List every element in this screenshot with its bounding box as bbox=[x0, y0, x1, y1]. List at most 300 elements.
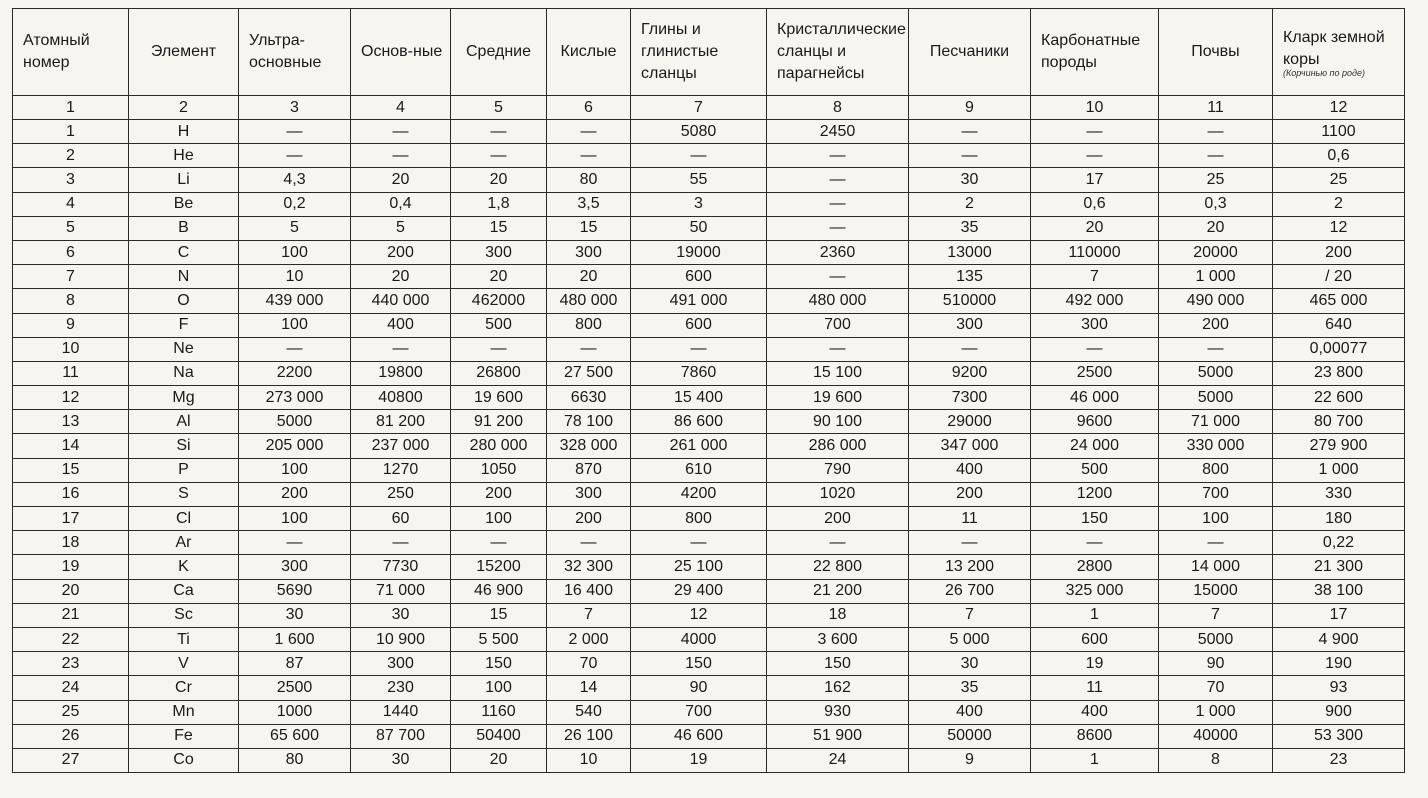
element-symbol-cell: Cl bbox=[129, 507, 239, 531]
atomic-number-cell: 27 bbox=[13, 748, 129, 772]
table-row bbox=[13, 434, 1405, 458]
atomic-number-cell: 14 bbox=[13, 434, 129, 458]
table-row bbox=[13, 386, 1405, 410]
value-cell: 600 bbox=[1031, 627, 1159, 651]
value-cell: 11 bbox=[1031, 676, 1159, 700]
value-cell: 10 900 bbox=[351, 627, 451, 651]
value-cell: 135 bbox=[909, 265, 1031, 289]
value-cell: 24 bbox=[767, 748, 909, 772]
value-cell: 16 400 bbox=[547, 579, 631, 603]
element-symbol-cell: F bbox=[129, 313, 239, 337]
value-cell: 330 000 bbox=[1159, 434, 1273, 458]
value-cell: 20 bbox=[1159, 216, 1273, 240]
value-cell: 500 bbox=[1031, 458, 1159, 482]
table-row bbox=[13, 627, 1405, 651]
value-cell: 71 000 bbox=[1159, 410, 1273, 434]
value-cell: 325 000 bbox=[1031, 579, 1159, 603]
value-cell: 19 bbox=[1031, 652, 1159, 676]
value-cell: 439 000 bbox=[239, 289, 351, 313]
column-number-cell: 6 bbox=[547, 96, 631, 120]
header-atomic-number: Атомный номер bbox=[13, 9, 129, 96]
value-cell: 5 bbox=[239, 216, 351, 240]
value-cell: 0,00077 bbox=[1273, 337, 1405, 361]
element-symbol-cell: K bbox=[129, 555, 239, 579]
value-cell: 100 bbox=[451, 676, 547, 700]
header-basic: Основ-ные bbox=[351, 9, 451, 96]
value-cell: 1,8 bbox=[451, 192, 547, 216]
atomic-number-cell: 12 bbox=[13, 386, 129, 410]
header-ultrabasic: Ультра-основные bbox=[239, 9, 351, 96]
value-cell: — bbox=[547, 120, 631, 144]
value-cell: 29000 bbox=[909, 410, 1031, 434]
atomic-number-cell: 6 bbox=[13, 240, 129, 264]
value-cell: 3 600 bbox=[767, 627, 909, 651]
value-cell: 180 bbox=[1273, 507, 1405, 531]
value-cell: 162 bbox=[767, 676, 909, 700]
value-cell: 8600 bbox=[1031, 724, 1159, 748]
element-symbol-cell: Al bbox=[129, 410, 239, 434]
value-cell: 2 bbox=[1273, 192, 1405, 216]
value-cell: 7 bbox=[1159, 603, 1273, 627]
value-cell: — bbox=[631, 531, 767, 555]
value-cell: 4 900 bbox=[1273, 627, 1405, 651]
value-cell: 50000 bbox=[909, 724, 1031, 748]
value-cell: 347 000 bbox=[909, 434, 1031, 458]
element-symbol-cell: P bbox=[129, 458, 239, 482]
value-cell: 14 000 bbox=[1159, 555, 1273, 579]
column-number-cell: 1 bbox=[13, 96, 129, 120]
value-cell: 80 bbox=[239, 748, 351, 772]
value-cell: 790 bbox=[767, 458, 909, 482]
value-cell: 230 bbox=[351, 676, 451, 700]
value-cell: 200 bbox=[767, 507, 909, 531]
element-abundance-table bbox=[12, 8, 1405, 773]
value-cell: 25 100 bbox=[631, 555, 767, 579]
value-cell: 7730 bbox=[351, 555, 451, 579]
value-cell: 600 bbox=[631, 313, 767, 337]
value-cell: 800 bbox=[547, 313, 631, 337]
value-cell: 1020 bbox=[767, 482, 909, 506]
value-cell: 86 600 bbox=[631, 410, 767, 434]
atomic-number-cell: 18 bbox=[13, 531, 129, 555]
value-cell: 15 400 bbox=[631, 386, 767, 410]
header-clarke-crust bbox=[1273, 9, 1405, 96]
value-cell: 23 800 bbox=[1273, 361, 1405, 385]
value-cell: 38 100 bbox=[1273, 579, 1405, 603]
element-symbol-cell: B bbox=[129, 216, 239, 240]
value-cell: 1 000 bbox=[1159, 265, 1273, 289]
value-cell: 200 bbox=[1273, 240, 1405, 264]
header-clarke-label: Кларк земной коры bbox=[1283, 28, 1385, 68]
value-cell: 13000 bbox=[909, 240, 1031, 264]
value-cell: 279 900 bbox=[1273, 434, 1405, 458]
value-cell: 540 bbox=[547, 700, 631, 724]
value-cell: 5000 bbox=[1159, 386, 1273, 410]
atomic-number-cell: 15 bbox=[13, 458, 129, 482]
value-cell: 22 600 bbox=[1273, 386, 1405, 410]
value-cell: 400 bbox=[909, 700, 1031, 724]
value-cell: 2200 bbox=[239, 361, 351, 385]
element-symbol-cell: C bbox=[129, 240, 239, 264]
value-cell: 100 bbox=[239, 458, 351, 482]
value-cell: 90 100 bbox=[767, 410, 909, 434]
value-cell: 150 bbox=[767, 652, 909, 676]
table-row bbox=[13, 676, 1405, 700]
value-cell: — bbox=[451, 531, 547, 555]
value-cell: 2800 bbox=[1031, 555, 1159, 579]
value-cell: 46 900 bbox=[451, 579, 547, 603]
value-cell: 491 000 bbox=[631, 289, 767, 313]
value-cell: 261 000 bbox=[631, 434, 767, 458]
value-cell: 205 000 bbox=[239, 434, 351, 458]
table-row bbox=[13, 579, 1405, 603]
value-cell: 93 bbox=[1273, 676, 1405, 700]
value-cell: 30 bbox=[239, 603, 351, 627]
value-cell: 15 bbox=[451, 603, 547, 627]
value-cell: 300 bbox=[351, 652, 451, 676]
table-row bbox=[13, 652, 1405, 676]
value-cell: 200 bbox=[547, 507, 631, 531]
value-cell: — bbox=[351, 337, 451, 361]
value-cell: 200 bbox=[451, 482, 547, 506]
value-cell: 1100 bbox=[1273, 120, 1405, 144]
value-cell: 870 bbox=[547, 458, 631, 482]
value-cell: 55 bbox=[631, 168, 767, 192]
value-cell: 80 700 bbox=[1273, 410, 1405, 434]
value-cell: 10 bbox=[239, 265, 351, 289]
value-cell: 462000 bbox=[451, 289, 547, 313]
element-symbol-cell: Li bbox=[129, 168, 239, 192]
table-row bbox=[13, 192, 1405, 216]
atomic-number-cell: 13 bbox=[13, 410, 129, 434]
column-number-row bbox=[13, 96, 1405, 120]
element-symbol-cell: Mg bbox=[129, 386, 239, 410]
column-number-cell: 7 bbox=[631, 96, 767, 120]
value-cell: 300 bbox=[239, 555, 351, 579]
value-cell: 100 bbox=[239, 240, 351, 264]
value-cell: 4200 bbox=[631, 482, 767, 506]
element-symbol-cell: Co bbox=[129, 748, 239, 772]
value-cell: 0,22 bbox=[1273, 531, 1405, 555]
element-symbol-cell: Be bbox=[129, 192, 239, 216]
table-row bbox=[13, 361, 1405, 385]
element-symbol-cell: He bbox=[129, 144, 239, 168]
atomic-number-cell: 22 bbox=[13, 627, 129, 651]
header-intermediate: Средние bbox=[451, 9, 547, 96]
value-cell: 400 bbox=[1031, 700, 1159, 724]
value-cell: — bbox=[767, 144, 909, 168]
value-cell: 87 700 bbox=[351, 724, 451, 748]
value-cell: 90 bbox=[1159, 652, 1273, 676]
atomic-number-cell: 24 bbox=[13, 676, 129, 700]
atomic-number-cell: 16 bbox=[13, 482, 129, 506]
value-cell: 13 200 bbox=[909, 555, 1031, 579]
header-row bbox=[13, 9, 1405, 96]
value-cell: 490 000 bbox=[1159, 289, 1273, 313]
element-symbol-cell: Ar bbox=[129, 531, 239, 555]
value-cell: 9600 bbox=[1031, 410, 1159, 434]
atomic-number-cell: 10 bbox=[13, 337, 129, 361]
value-cell: 46 600 bbox=[631, 724, 767, 748]
value-cell: 280 000 bbox=[451, 434, 547, 458]
value-cell: 78 100 bbox=[547, 410, 631, 434]
column-number-cell: 2 bbox=[129, 96, 239, 120]
value-cell: 20 bbox=[451, 748, 547, 772]
value-cell: 0,6 bbox=[1273, 144, 1405, 168]
table-header bbox=[13, 9, 1405, 96]
element-symbol-cell: Mn bbox=[129, 700, 239, 724]
value-cell: 5000 bbox=[1159, 361, 1273, 385]
value-cell: — bbox=[1159, 337, 1273, 361]
value-cell: 23 bbox=[1273, 748, 1405, 772]
value-cell: — bbox=[1159, 120, 1273, 144]
value-cell: 30 bbox=[351, 748, 451, 772]
table-row bbox=[13, 531, 1405, 555]
value-cell: 1 000 bbox=[1273, 458, 1405, 482]
table-row bbox=[13, 700, 1405, 724]
header-clays: Глины и глинистые сланцы bbox=[631, 9, 767, 96]
atomic-number-cell: 11 bbox=[13, 361, 129, 385]
value-cell: 35 bbox=[909, 676, 1031, 700]
value-cell: 330 bbox=[1273, 482, 1405, 506]
header-sandstones: Песчаники bbox=[909, 9, 1031, 96]
value-cell: 7860 bbox=[631, 361, 767, 385]
value-cell: 21 200 bbox=[767, 579, 909, 603]
value-cell: — bbox=[239, 144, 351, 168]
value-cell: — bbox=[909, 120, 1031, 144]
value-cell: — bbox=[767, 531, 909, 555]
column-number-cell: 5 bbox=[451, 96, 547, 120]
value-cell: 40800 bbox=[351, 386, 451, 410]
value-cell: 26800 bbox=[451, 361, 547, 385]
value-cell: 21 300 bbox=[1273, 555, 1405, 579]
value-cell: 19000 bbox=[631, 240, 767, 264]
value-cell: 300 bbox=[451, 240, 547, 264]
value-cell: 700 bbox=[631, 700, 767, 724]
value-cell: 480 000 bbox=[767, 289, 909, 313]
value-cell: 2500 bbox=[1031, 361, 1159, 385]
atomic-number-cell: 20 bbox=[13, 579, 129, 603]
value-cell: — bbox=[767, 265, 909, 289]
value-cell: — bbox=[1031, 144, 1159, 168]
value-cell: — bbox=[631, 144, 767, 168]
value-cell: — bbox=[1031, 120, 1159, 144]
table-row bbox=[13, 507, 1405, 531]
value-cell: 7 bbox=[547, 603, 631, 627]
value-cell: 930 bbox=[767, 700, 909, 724]
atomic-number-cell: 5 bbox=[13, 216, 129, 240]
value-cell: 800 bbox=[1159, 458, 1273, 482]
value-cell: 60 bbox=[351, 507, 451, 531]
value-cell: 30 bbox=[351, 603, 451, 627]
element-symbol-cell: H bbox=[129, 120, 239, 144]
value-cell: 70 bbox=[1159, 676, 1273, 700]
value-cell: 91 200 bbox=[451, 410, 547, 434]
atomic-number-cell: 4 bbox=[13, 192, 129, 216]
column-number-cell: 9 bbox=[909, 96, 1031, 120]
value-cell: 90 bbox=[631, 676, 767, 700]
value-cell: 12 bbox=[1273, 216, 1405, 240]
value-cell: 50 bbox=[631, 216, 767, 240]
value-cell: — bbox=[631, 337, 767, 361]
column-number-cell: 8 bbox=[767, 96, 909, 120]
value-cell: 27 500 bbox=[547, 361, 631, 385]
column-number-cell: 3 bbox=[239, 96, 351, 120]
value-cell: 200 bbox=[1159, 313, 1273, 337]
value-cell: 200 bbox=[909, 482, 1031, 506]
value-cell: 9200 bbox=[909, 361, 1031, 385]
value-cell: / 20 bbox=[1273, 265, 1405, 289]
column-number-cell: 11 bbox=[1159, 96, 1273, 120]
value-cell: 100 bbox=[239, 507, 351, 531]
value-cell: 100 bbox=[451, 507, 547, 531]
value-cell: 24 000 bbox=[1031, 434, 1159, 458]
value-cell: 19 bbox=[631, 748, 767, 772]
value-cell: 640 bbox=[1273, 313, 1405, 337]
value-cell: 328 000 bbox=[547, 434, 631, 458]
value-cell: — bbox=[239, 120, 351, 144]
value-cell: 1 000 bbox=[1159, 700, 1273, 724]
table-row bbox=[13, 555, 1405, 579]
value-cell: 20000 bbox=[1159, 240, 1273, 264]
value-cell: 0,6 bbox=[1031, 192, 1159, 216]
value-cell: 5 bbox=[351, 216, 451, 240]
value-cell: 15200 bbox=[451, 555, 547, 579]
value-cell: 12 bbox=[631, 603, 767, 627]
element-symbol-cell: S bbox=[129, 482, 239, 506]
value-cell: 19800 bbox=[351, 361, 451, 385]
value-cell: 2450 bbox=[767, 120, 909, 144]
table-row bbox=[13, 603, 1405, 627]
table-row bbox=[13, 240, 1405, 264]
table-row bbox=[13, 482, 1405, 506]
table-row bbox=[13, 724, 1405, 748]
value-cell: — bbox=[767, 192, 909, 216]
atomic-number-cell: 9 bbox=[13, 313, 129, 337]
value-cell: 2500 bbox=[239, 676, 351, 700]
value-cell: 40000 bbox=[1159, 724, 1273, 748]
value-cell: 300 bbox=[547, 240, 631, 264]
element-symbol-cell: V bbox=[129, 652, 239, 676]
value-cell: 22 800 bbox=[767, 555, 909, 579]
value-cell: 20 bbox=[451, 168, 547, 192]
value-cell: 5000 bbox=[1159, 627, 1273, 651]
value-cell: 1050 bbox=[451, 458, 547, 482]
atomic-number-cell: 25 bbox=[13, 700, 129, 724]
table-row bbox=[13, 458, 1405, 482]
value-cell: 700 bbox=[767, 313, 909, 337]
value-cell: 18 bbox=[767, 603, 909, 627]
element-symbol-cell: O bbox=[129, 289, 239, 313]
value-cell: — bbox=[351, 144, 451, 168]
table-row bbox=[13, 120, 1405, 144]
atomic-number-cell: 7 bbox=[13, 265, 129, 289]
column-number-cell: 12 bbox=[1273, 96, 1405, 120]
value-cell: 3,5 bbox=[547, 192, 631, 216]
atomic-number-cell: 19 bbox=[13, 555, 129, 579]
value-cell: — bbox=[451, 144, 547, 168]
value-cell: — bbox=[1159, 531, 1273, 555]
value-cell: 250 bbox=[351, 482, 451, 506]
value-cell: 20 bbox=[451, 265, 547, 289]
value-cell: 15 bbox=[547, 216, 631, 240]
value-cell: 1270 bbox=[351, 458, 451, 482]
value-cell: 300 bbox=[547, 482, 631, 506]
value-cell: — bbox=[909, 337, 1031, 361]
value-cell: 15 100 bbox=[767, 361, 909, 385]
value-cell: 9 bbox=[909, 748, 1031, 772]
value-cell: 237 000 bbox=[351, 434, 451, 458]
header-acidic: Кислые bbox=[547, 9, 631, 96]
value-cell: 19 600 bbox=[767, 386, 909, 410]
table-row bbox=[13, 410, 1405, 434]
value-cell: 100 bbox=[239, 313, 351, 337]
value-cell: — bbox=[767, 337, 909, 361]
value-cell: 510000 bbox=[909, 289, 1031, 313]
value-cell: 1 bbox=[1031, 603, 1159, 627]
table-row bbox=[13, 289, 1405, 313]
value-cell: 17 bbox=[1273, 603, 1405, 627]
value-cell: 80 bbox=[547, 168, 631, 192]
value-cell: — bbox=[909, 531, 1031, 555]
value-cell: 53 300 bbox=[1273, 724, 1405, 748]
value-cell: 5690 bbox=[239, 579, 351, 603]
value-cell: 2 000 bbox=[547, 627, 631, 651]
value-cell: 1200 bbox=[1031, 482, 1159, 506]
value-cell: 1000 bbox=[239, 700, 351, 724]
table-row bbox=[13, 313, 1405, 337]
value-cell: 7 bbox=[909, 603, 1031, 627]
value-cell: 400 bbox=[909, 458, 1031, 482]
value-cell: 50400 bbox=[451, 724, 547, 748]
value-cell: 440 000 bbox=[351, 289, 451, 313]
column-number-cell: 4 bbox=[351, 96, 451, 120]
atomic-number-cell: 1 bbox=[13, 120, 129, 144]
value-cell: 19 600 bbox=[451, 386, 547, 410]
value-cell: 20 bbox=[547, 265, 631, 289]
value-cell: 150 bbox=[1031, 507, 1159, 531]
value-cell: 17 bbox=[1031, 168, 1159, 192]
value-cell: 81 200 bbox=[351, 410, 451, 434]
header-element: Элемент bbox=[129, 9, 239, 96]
value-cell: — bbox=[351, 531, 451, 555]
value-cell: 20 bbox=[351, 168, 451, 192]
value-cell: 30 bbox=[909, 168, 1031, 192]
value-cell: 1440 bbox=[351, 700, 451, 724]
value-cell: 100 bbox=[1159, 507, 1273, 531]
value-cell: 190 bbox=[1273, 652, 1405, 676]
handwritten-note: (Корчинью по роде) bbox=[1283, 67, 1365, 78]
element-symbol-cell: Si bbox=[129, 434, 239, 458]
element-symbol-cell: Fe bbox=[129, 724, 239, 748]
value-cell: 11 bbox=[909, 507, 1031, 531]
table-body bbox=[13, 96, 1405, 773]
value-cell: 5 500 bbox=[451, 627, 547, 651]
value-cell: 5000 bbox=[239, 410, 351, 434]
value-cell: 70 bbox=[547, 652, 631, 676]
value-cell: 29 400 bbox=[631, 579, 767, 603]
value-cell: 1 600 bbox=[239, 627, 351, 651]
value-cell: 20 bbox=[1031, 216, 1159, 240]
value-cell: 0,4 bbox=[351, 192, 451, 216]
table-row bbox=[13, 337, 1405, 361]
value-cell: 0,2 bbox=[239, 192, 351, 216]
atomic-number-cell: 8 bbox=[13, 289, 129, 313]
value-cell: 300 bbox=[909, 313, 1031, 337]
value-cell: 0,3 bbox=[1159, 192, 1273, 216]
value-cell: — bbox=[239, 531, 351, 555]
value-cell: 1160 bbox=[451, 700, 547, 724]
